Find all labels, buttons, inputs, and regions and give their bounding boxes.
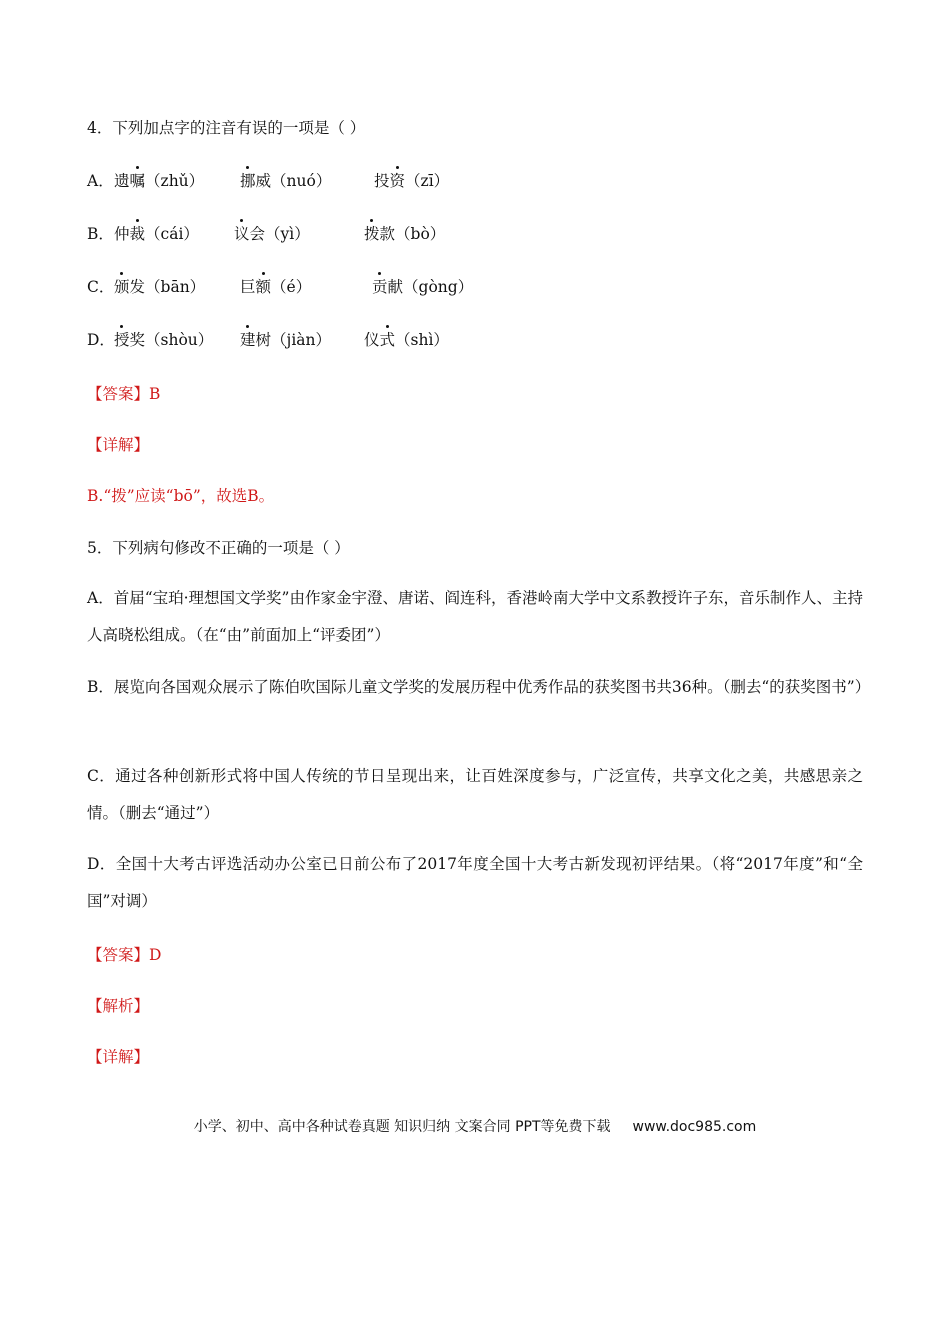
option-item: 仪式（shì） (364, 331, 449, 349)
option-letter: C． (87, 278, 115, 296)
option-letter: A． (87, 172, 114, 190)
q5-analysis-tag: 【解析】 (87, 997, 150, 1015)
option-item: 建树（jiàn） (240, 331, 332, 349)
option-item: 颁发（bān） (114, 278, 206, 296)
option-item: 仲裁（cái） (114, 225, 199, 243)
q5-answer (87, 945, 161, 965)
q5-option-b: B．展览向各国观众展示了陈伯吹国际儿童文学奖的发展历程中优秀作品的获奖图书共36种。（删去“的获奖图书”） (87, 678, 871, 696)
q4-detail-tag: 【详解】 (87, 436, 150, 454)
option-item: 授奖（shòu） (114, 331, 214, 349)
q5-option-a: A．首届“宝珀·理想国文学奖”由作家金宇澄、唐诺、阎连科，香港岭南大学中文系教授许子东，音乐制作人、主持人高晓松组成。（在“由”前面加上“评委团”） (87, 589, 863, 644)
q5-option-d: D．全国十大考古评选活动办公室已日前公布了2017年度全国十大考古新发现初评结果。（将“2017年度”和“全国”对调） (87, 855, 863, 910)
question-4-stem: 4．下列加点字的注音有误的一项是（ ） (87, 119, 366, 137)
option-item: 拨款（bò） (364, 225, 446, 243)
footer-text: 小学、初中、高中各种试卷真题 知识归纳 文案合同 PPT等免费下载 (193, 1119, 611, 1135)
answer-value: B (149, 385, 161, 403)
option-item: 投资（zī） (374, 172, 450, 190)
answer-tag: 【答案】 (87, 946, 150, 964)
option-item: 遗嘱（zhǔ） (114, 172, 205, 190)
question-5-stem: 5．下列病句修改不正确的一项是（ ） (87, 539, 350, 557)
footer-url[interactable]: www.doc985.com (632, 1119, 757, 1135)
option-item: 贡献（gòng） (372, 278, 474, 296)
answer-tag: 【答案】 (87, 385, 150, 403)
option-item: 议会（yì） (234, 225, 310, 243)
answer-value: D (149, 946, 162, 964)
option-letter: B． (87, 225, 114, 243)
option-letter: D． (87, 331, 115, 349)
q4-answer (87, 384, 160, 404)
q4-detail-text: B.“拨”应读“bō”，故选B。 (87, 487, 275, 505)
q5-detail-tag: 【详解】 (87, 1048, 150, 1066)
option-item: 挪威（nuó） (240, 172, 332, 190)
q5-option-c: C．通过各种创新形式将中国人传统的节日呈现出来，让百姓深度参与，广泛宣传，共享文化之美，共感思亲之情。（删去“通过”） (87, 767, 863, 822)
page-footer (0, 1116, 950, 1136)
option-item: 巨额（é） (240, 278, 312, 296)
